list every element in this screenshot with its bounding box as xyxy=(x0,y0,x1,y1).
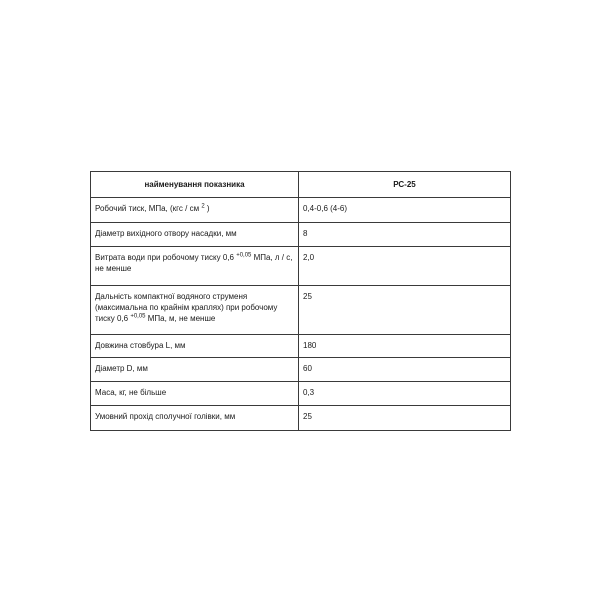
table-row xyxy=(91,335,511,358)
row-label-barrel-length: Довжина стовбура L, мм xyxy=(91,335,299,358)
row-label-diameter: Діаметр D, мм xyxy=(91,358,299,382)
row-value-water-flow: 2,0 xyxy=(299,247,511,286)
row-label-water-flow: Витрата води при робочому тиску 0,6 $^{+0,05}$ МПа, л / с, не менше xyxy=(91,247,299,286)
table-row xyxy=(91,358,511,382)
table-header-row xyxy=(91,172,511,198)
row-label-mass: Маса, кг, не більше xyxy=(91,382,299,406)
table-row xyxy=(91,286,511,335)
table-row xyxy=(91,247,511,286)
row-value-working-pressure: 0,4-0,6 (4-6) xyxy=(299,198,511,223)
column-header-model: РС-25 xyxy=(299,172,511,198)
row-value-coupling-head: 25 xyxy=(299,406,511,431)
row-value-jet-range: 25 xyxy=(299,286,511,335)
row-value-diameter: 60 xyxy=(299,358,511,382)
column-header-name: найменування показника xyxy=(91,172,299,198)
specifications-table xyxy=(90,171,511,431)
table-row xyxy=(91,198,511,223)
row-label-coupling-head: Умовний прохід сполучної голівки, мм xyxy=(91,406,299,431)
table-row xyxy=(91,406,511,431)
row-label-nozzle-diameter: Діаметр вихідного отвору насадки, мм xyxy=(91,223,299,247)
row-label-jet-range: Дальність компактної водяного струменя (максимальна по крайнім краплях) при робочому тиску 0,6 $^{+0,05}$ МПа, м, не менше xyxy=(91,286,299,335)
table-row xyxy=(91,382,511,406)
row-value-barrel-length: 180 xyxy=(299,335,511,358)
table-row xyxy=(91,223,511,247)
row-value-mass: 0,3 xyxy=(299,382,511,406)
row-label-working-pressure: Робочий тиск, МПа, (кгс / см $^2$ ) xyxy=(91,198,299,223)
row-value-nozzle-diameter: 8 xyxy=(299,223,511,247)
